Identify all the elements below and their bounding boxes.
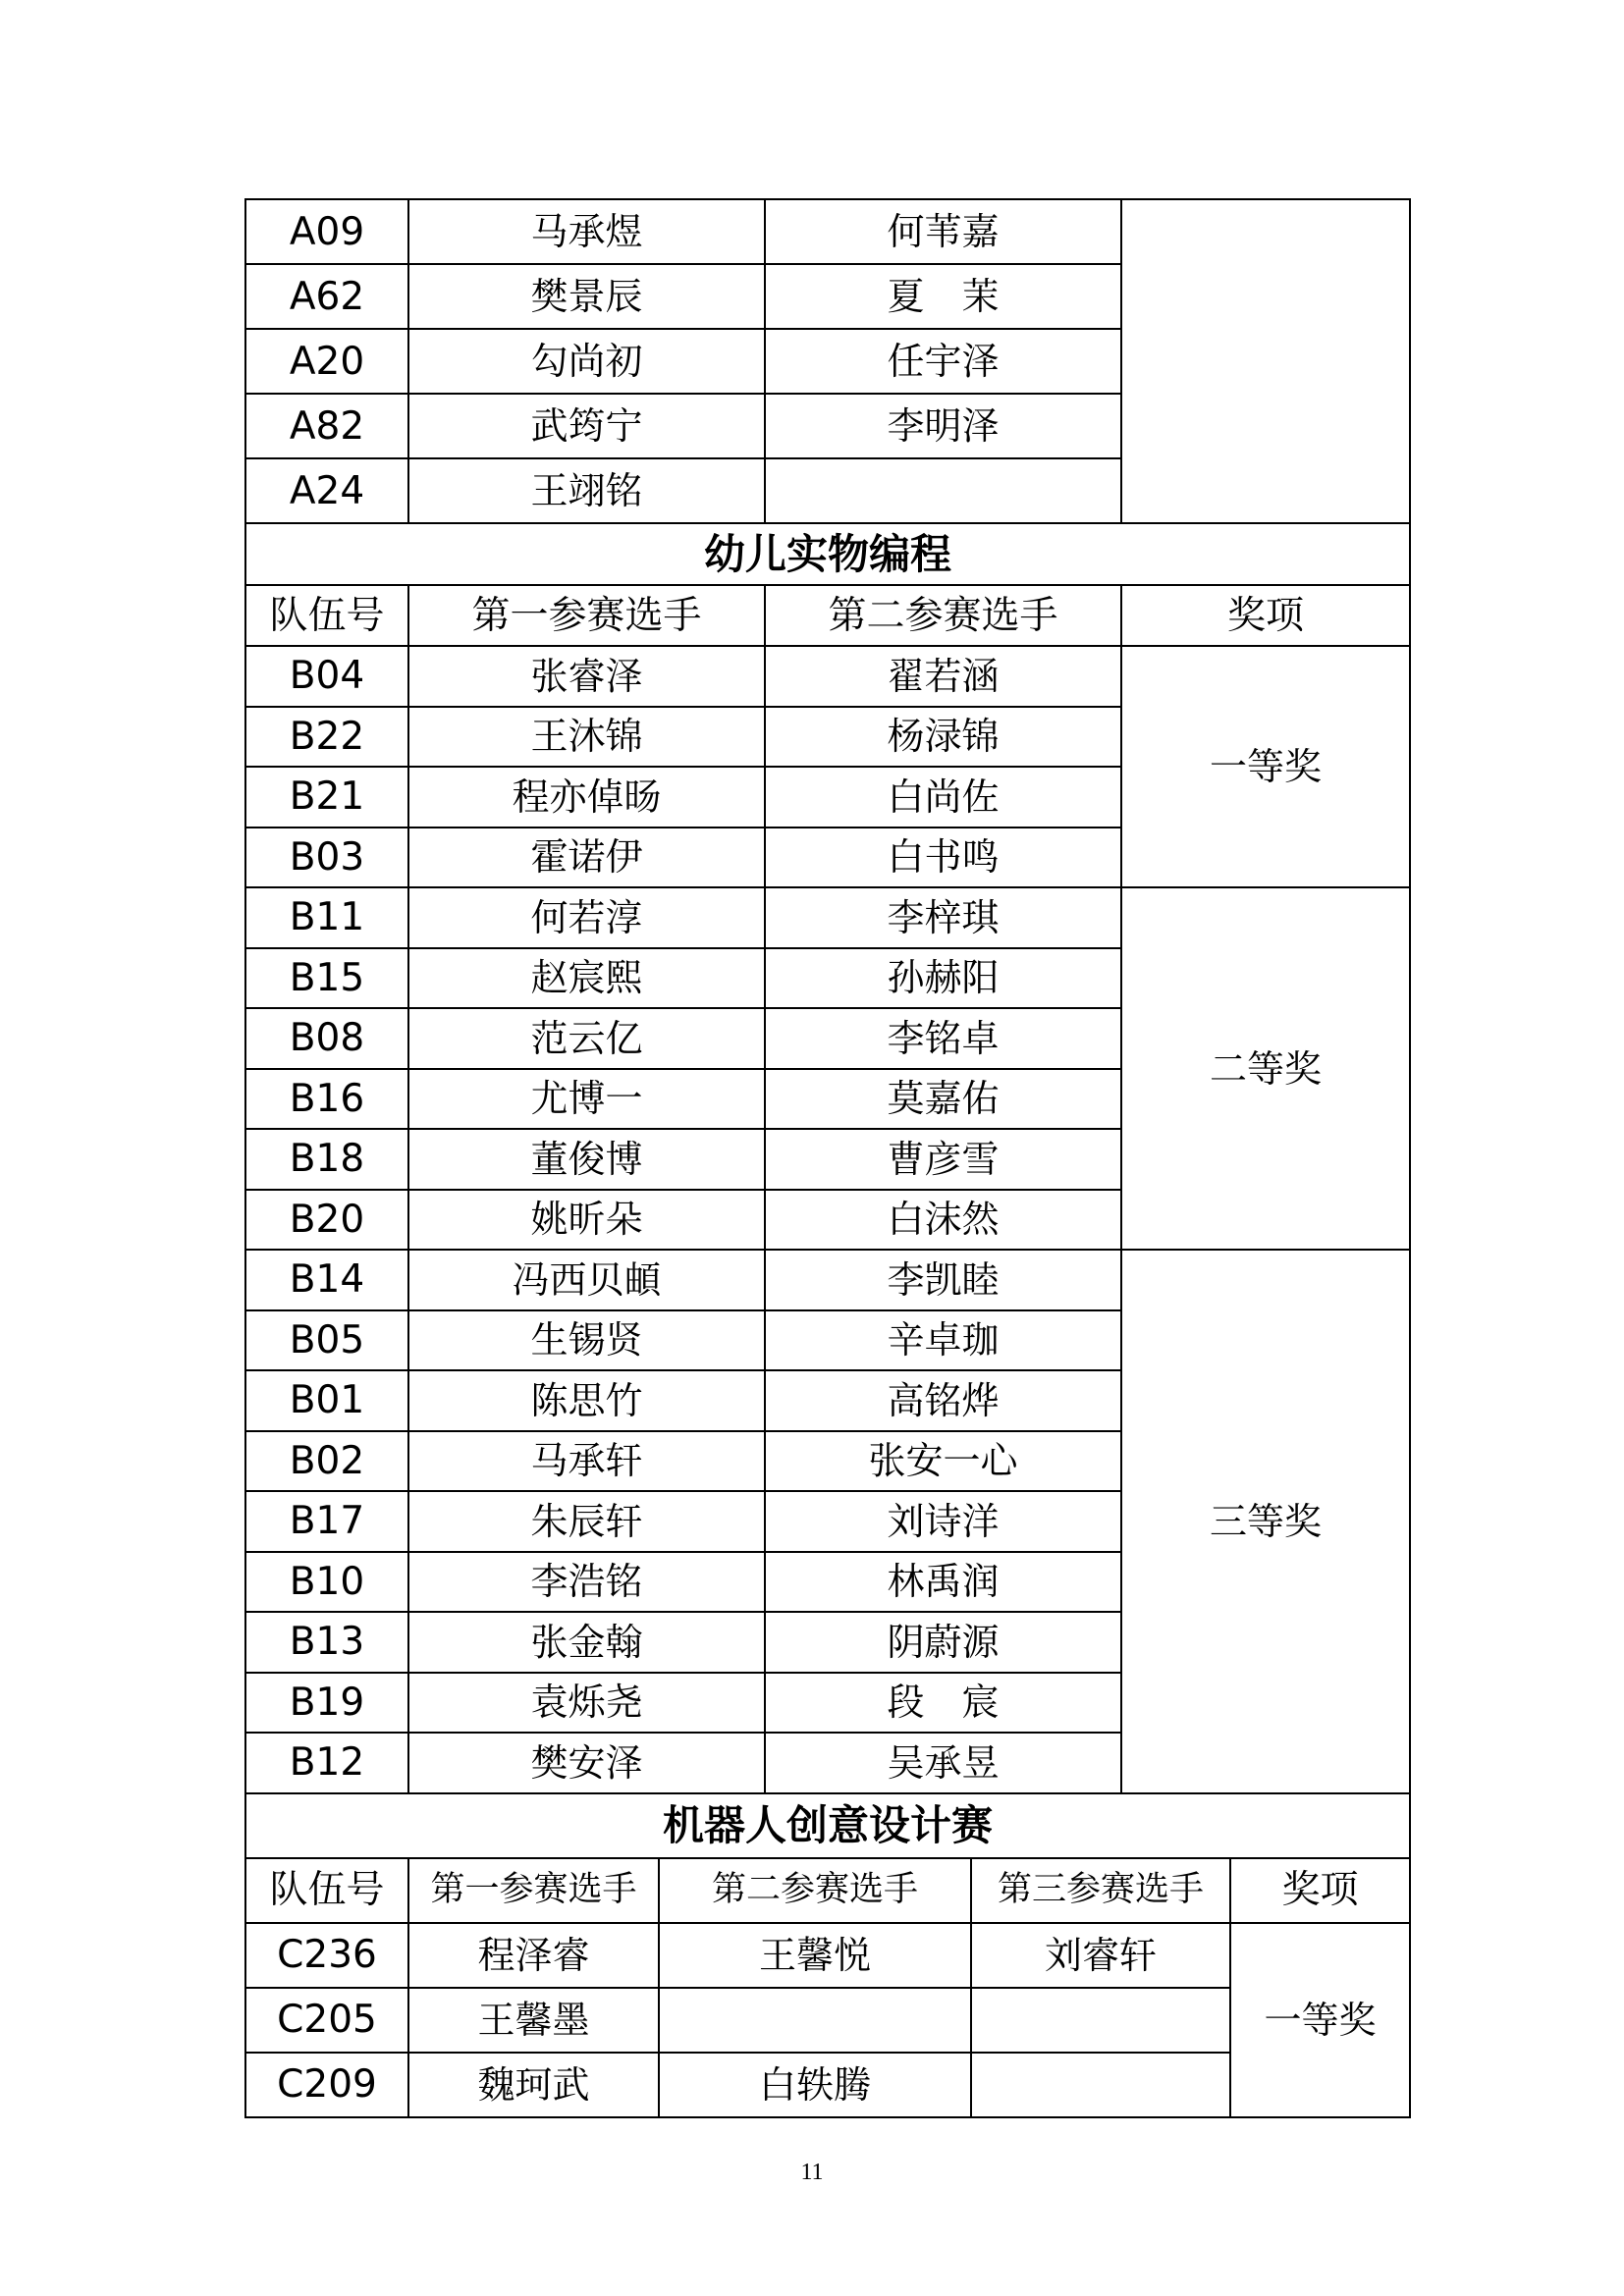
team-code: B18 [245, 1129, 408, 1190]
first-participant: 尤博一 [408, 1069, 765, 1130]
header-second-participant: 第二参赛选手 [765, 585, 1121, 646]
team-code: B04 [245, 646, 408, 707]
team-code: C205 [245, 1988, 408, 2053]
second-participant [765, 458, 1121, 523]
award-cell [1121, 199, 1410, 523]
team-code: B05 [245, 1310, 408, 1371]
second-participant: 莫嘉佑 [765, 1069, 1121, 1130]
header-row [245, 585, 1410, 646]
second-participant: 白尚佐 [765, 767, 1121, 828]
team-code: A20 [245, 329, 408, 394]
team-code: B21 [245, 767, 408, 828]
first-participant: 李浩铭 [408, 1552, 765, 1613]
table-row [245, 1250, 1410, 1310]
team-code: C236 [245, 1923, 408, 1988]
second-participant: 辛卓珈 [765, 1310, 1121, 1371]
first-participant: 陈思竹 [408, 1370, 765, 1431]
second-participant: 李凯睦 [765, 1250, 1121, 1310]
team-code: B15 [245, 948, 408, 1009]
first-participant: 朱辰轩 [408, 1491, 765, 1552]
award-first-prize: 一等奖 [1230, 1923, 1410, 2117]
section-title-row [245, 523, 1410, 585]
table-row [245, 887, 1410, 948]
award-list-page [244, 198, 1409, 2118]
first-participant: 王翊铭 [408, 458, 765, 523]
table-row [245, 646, 1410, 707]
second-participant: 翟若涵 [765, 646, 1121, 707]
second-participant: 吴承昱 [765, 1733, 1121, 1793]
first-participant: 王馨墨 [408, 1988, 659, 2053]
second-participant: 孙赫阳 [765, 948, 1121, 1009]
header-row [245, 1858, 1410, 1923]
first-participant: 张金翰 [408, 1612, 765, 1673]
first-participant: 程亦倬旸 [408, 767, 765, 828]
first-participant: 赵宸熙 [408, 948, 765, 1009]
section-title: 机器人创意设计赛 [245, 1793, 1410, 1858]
third-participant: 刘睿轩 [971, 1923, 1230, 1988]
team-code: B17 [245, 1491, 408, 1552]
team-code: B08 [245, 1008, 408, 1069]
team-code: B22 [245, 707, 408, 768]
team-code: A24 [245, 458, 408, 523]
section-title: 幼儿实物编程 [245, 523, 1410, 585]
table-row [245, 1923, 1410, 1988]
third-participant [971, 2053, 1230, 2117]
first-participant: 范云亿 [408, 1008, 765, 1069]
team-code: A09 [245, 199, 408, 264]
team-code: A62 [245, 264, 408, 329]
award-third-prize: 三等奖 [1121, 1250, 1410, 1793]
second-participant: 张安一心 [765, 1431, 1121, 1492]
header-first-participant: 第一参赛选手 [408, 1858, 659, 1923]
page-number: 11 [800, 2160, 824, 2185]
team-code: B13 [245, 1612, 408, 1673]
team-code: B01 [245, 1370, 408, 1431]
first-participant: 马承轩 [408, 1431, 765, 1492]
team-code: C209 [245, 2053, 408, 2117]
first-participant: 樊安泽 [408, 1733, 765, 1793]
team-code: B14 [245, 1250, 408, 1310]
header-second-participant: 第二参赛选手 [659, 1858, 971, 1923]
award-first-prize: 一等奖 [1121, 646, 1410, 887]
team-code: B12 [245, 1733, 408, 1793]
second-participant: 白沫然 [765, 1190, 1121, 1251]
second-participant: 李铭卓 [765, 1008, 1121, 1069]
team-code: B16 [245, 1069, 408, 1130]
award-second-prize: 二等奖 [1121, 887, 1410, 1250]
first-participant: 生锡贤 [408, 1310, 765, 1371]
first-participant: 程泽睿 [408, 1923, 659, 1988]
first-participant: 王沐锦 [408, 707, 765, 768]
team-code: B10 [245, 1552, 408, 1613]
second-participant: 任宇泽 [765, 329, 1121, 394]
first-participant: 魏珂武 [408, 2053, 659, 2117]
second-participant: 刘诗洋 [765, 1491, 1121, 1552]
team-code: B20 [245, 1190, 408, 1251]
second-participant: 杨渌锦 [765, 707, 1121, 768]
second-participant: 李明泽 [765, 394, 1121, 458]
second-participant: 白书鸣 [765, 828, 1121, 888]
header-third-participant: 第三参赛选手 [971, 1858, 1230, 1923]
first-participant: 袁烁尧 [408, 1673, 765, 1734]
first-participant: 董俊博 [408, 1129, 765, 1190]
team-code: A82 [245, 394, 408, 458]
second-participant: 夏 茉 [765, 264, 1121, 329]
second-participant: 林禹润 [765, 1552, 1121, 1613]
header-team: 队伍号 [245, 1858, 408, 1923]
header-first-participant: 第一参赛选手 [408, 585, 765, 646]
first-participant: 马承煜 [408, 199, 765, 264]
third-participant [971, 1988, 1230, 2053]
table-row [245, 199, 1410, 264]
team-code: B11 [245, 887, 408, 948]
second-participant: 阴蔚源 [765, 1612, 1121, 1673]
first-participant: 武筠宁 [408, 394, 765, 458]
first-participant: 张睿泽 [408, 646, 765, 707]
first-participant: 霍诺伊 [408, 828, 765, 888]
second-participant [659, 1988, 971, 2053]
second-participant: 王馨悦 [659, 1923, 971, 1988]
first-participant: 姚昕朵 [408, 1190, 765, 1251]
header-award: 奖项 [1230, 1858, 1410, 1923]
first-participant: 何若淳 [408, 887, 765, 948]
second-participant: 何苇嘉 [765, 199, 1121, 264]
header-team: 队伍号 [245, 585, 408, 646]
first-participant: 冯西贝頔 [408, 1250, 765, 1310]
second-participant: 曹彦雪 [765, 1129, 1121, 1190]
second-participant: 段 宸 [765, 1673, 1121, 1734]
award-table-continued-and-preschool [244, 198, 1411, 1794]
first-participant: 勾尚初 [408, 329, 765, 394]
second-participant: 李梓琪 [765, 887, 1121, 948]
team-code: B02 [245, 1431, 408, 1492]
section-title-row [245, 1793, 1410, 1858]
first-participant: 樊景辰 [408, 264, 765, 329]
team-code: B03 [245, 828, 408, 888]
team-code: B19 [245, 1673, 408, 1734]
second-participant: 白轶腾 [659, 2053, 971, 2117]
award-table-robot [244, 1792, 1411, 2118]
second-participant: 高铭烨 [765, 1370, 1121, 1431]
header-award: 奖项 [1121, 585, 1410, 646]
